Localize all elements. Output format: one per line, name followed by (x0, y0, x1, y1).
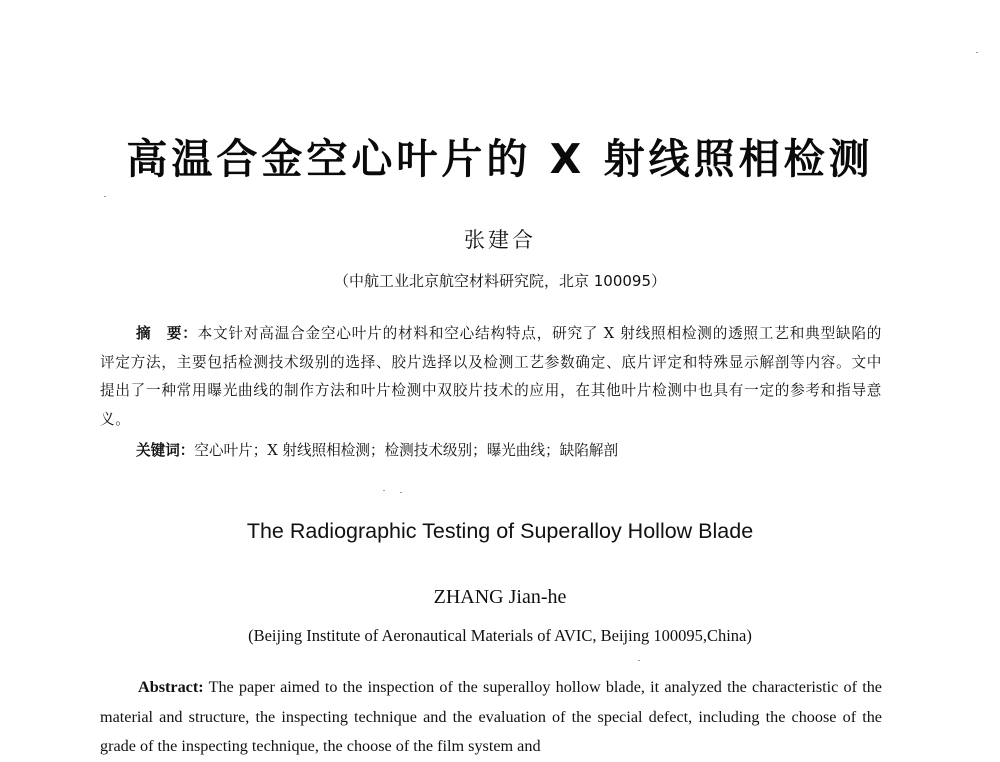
english-author: ZHANG Jian-he (433, 586, 567, 608)
chinese-abstract-label: 摘 要： (136, 325, 198, 342)
english-abstract (100, 673, 882, 762)
chinese-author: 张建合 (464, 228, 536, 252)
chinese-title: 高温合金空心叶片的 X 射线照相检测 (126, 135, 874, 183)
chinese-abstract-text: 本文针对高温合金空心叶片的材料和空心结构特点，研究了 X 射线照相检测的透照工艺和典型缺陷的评定方法，主要包括检测技术级别的选择、胶片选择以及检测工艺参数确定、底片评定和特殊显示解剖等内容。文中提出了一种常用曝光曲线的制作方法和叶片检测中双胶片技术的应用，在其他叶片检测中也具有一定的参考和指导意义。 (100, 325, 882, 428)
chinese-keywords-text: 空心叶片；X 射线照相检测；检测技术级别；曝光曲线；缺陷解剖 (194, 442, 619, 459)
scan-speck (400, 492, 402, 493)
scan-speck (383, 490, 385, 491)
english-title: The Radiographic Testing of Superalloy Hollow Blade (246, 519, 754, 543)
scan-speck (104, 196, 106, 197)
english-abstract-label: Abstract: (138, 678, 204, 696)
chinese-abstract (100, 320, 882, 434)
english-affiliation: (Beijing Institute of Aeronautical Materials of AVIC, Beijing 100095,China) (248, 626, 752, 645)
chinese-keywords-label: 关键词： (136, 442, 195, 459)
scan-speck (976, 52, 978, 53)
chinese-affiliation: （中航工业北京航空材料研究院，北京 100095） (333, 272, 667, 290)
chinese-keywords (136, 437, 618, 465)
scan-speck (638, 660, 640, 661)
english-abstract-text: The paper aimed to the inspection of the superalloy hollow blade, it analyzed the characteristic of the material and structure, the inspecting technique and the evaluation of the special defect, including the choose of the grade of the inspecting technique, the choose of the film system and (100, 678, 882, 755)
